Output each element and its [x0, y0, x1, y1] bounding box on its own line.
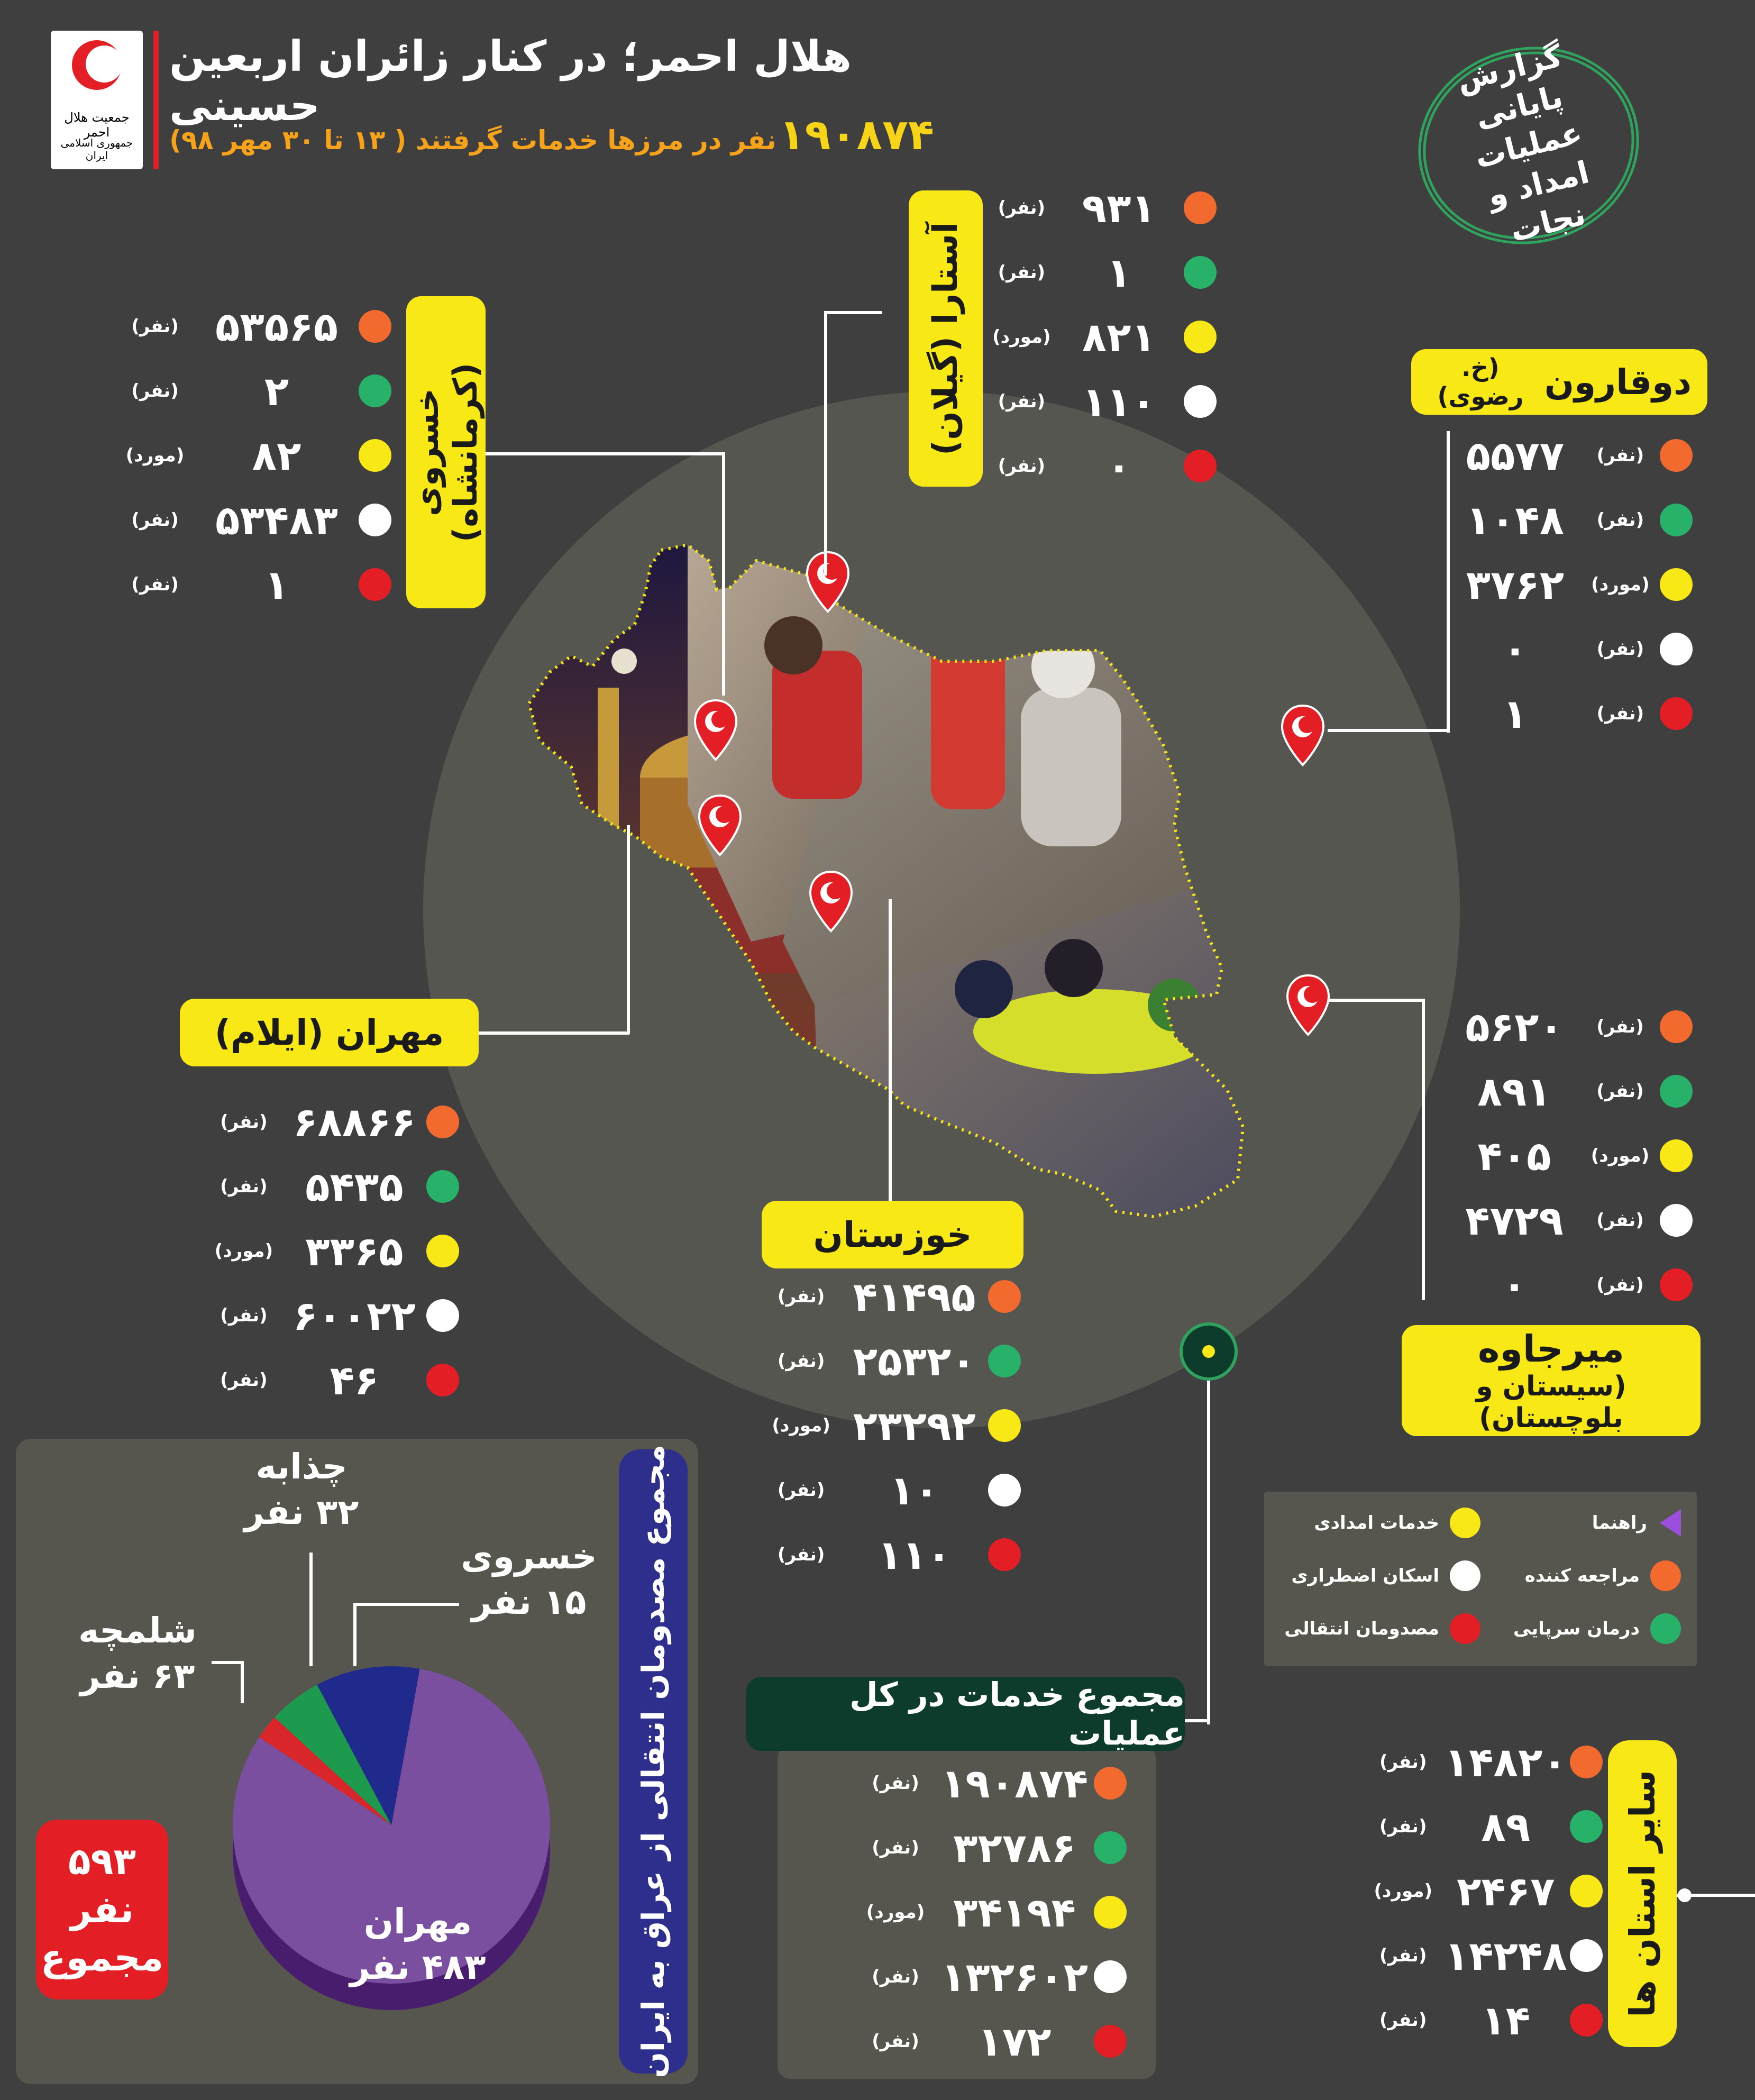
table-others: [1365, 1730, 1603, 2052]
table-astara: [989, 176, 1217, 498]
unit-label: (نفر): [1596, 638, 1644, 660]
mirjaveh-transferred: ۰: [1502, 1261, 1527, 1309]
station-label-dogharoun: [1411, 349, 1707, 415]
unit-label: (نفر): [220, 1111, 268, 1133]
referrals-dot: [1660, 439, 1693, 472]
total-transferred: ۱۷۲: [977, 2017, 1052, 2065]
station-label-others: [1608, 1740, 1677, 2047]
connector-others-dot: [1678, 1888, 1692, 1902]
dogharoun-province: (خ. رضوی): [1437, 353, 1524, 410]
table-mirjaveh: [1444, 994, 1693, 1317]
pie-label-khosravi: [460, 1534, 598, 1625]
connector-totals-v: [1207, 1381, 1210, 1724]
unit-label: (مورد): [1591, 1145, 1650, 1166]
unit-label: (نفر): [1596, 1016, 1644, 1037]
unit-label: (نفر): [998, 197, 1046, 218]
unit-label: (نفر): [1596, 1081, 1644, 1102]
connector-mirjaveh-v: [1422, 999, 1425, 1300]
astara-outpatient: ۱: [1107, 249, 1131, 296]
pie-label-mehran: [339, 1899, 497, 1990]
location-pin-icon-astara: [805, 550, 851, 614]
mehran-slice-value: ۴۸۳ نفر: [350, 1946, 486, 1987]
shelter-dot: [1660, 633, 1693, 665]
khosravi-transferred: ۱: [264, 561, 289, 608]
shelter-dot: [426, 1299, 459, 1332]
legend-title-text: راهنما: [1592, 1512, 1647, 1533]
unit-label: (نفر): [220, 1176, 268, 1197]
unit-label: (نفر): [1379, 2010, 1427, 2031]
mirjaveh-outpatient: ۸۹۱: [1477, 1067, 1551, 1115]
mehran-transferred: ۴۶: [330, 1356, 379, 1404]
khosravi-outpatient: ۲: [264, 367, 289, 415]
mirjaveh-services: ۴۰۵: [1477, 1132, 1551, 1180]
unit-label: (نفر): [131, 380, 179, 401]
chazabeh-value: ۳۲ نفر: [244, 1491, 359, 1532]
legend-transferred-label: مصدومان انتقالی: [1284, 1618, 1439, 1639]
outpatient-dot: [1570, 1810, 1603, 1843]
transferred-dot: [1184, 450, 1217, 482]
connector-khosravi: [722, 452, 725, 696]
pie-total-number: ۵۹۳: [68, 1839, 136, 1883]
table-khosravi: [106, 294, 391, 617]
unit-label: (مورد): [992, 326, 1051, 348]
referrals-dot: [988, 1280, 1021, 1313]
logo-line1: جمعیت هلال احمر: [64, 110, 130, 140]
unit-label: (نفر): [1596, 509, 1644, 531]
unit-label: (مورد): [1374, 1880, 1432, 1902]
pie-total-label: مجموع: [40, 1935, 164, 1979]
astara-transferred: ۰: [1107, 442, 1131, 490]
services-dot: [1660, 1139, 1693, 1172]
dogharoun-services: ۳۷۶۲: [1466, 561, 1565, 608]
unit-label: (نفر): [131, 574, 179, 595]
outpatient-dot: [1660, 1075, 1693, 1108]
transferred-dot: [1094, 2025, 1127, 2058]
station-label-astara: آستارا (گیلان): [909, 190, 983, 487]
unit-label: (مورد): [866, 1902, 925, 1923]
khosravi-slice-value: ۱۵ نفر: [471, 1581, 587, 1622]
services-dot: [426, 1235, 459, 1267]
mehran-slice-name: مهران: [363, 1901, 472, 1942]
khuzestan-transferred: ۱۱۰: [878, 1531, 952, 1578]
shelter-dot: [1184, 385, 1217, 418]
dogharoun-name: دوقارون: [1544, 361, 1692, 403]
referrals-dot: [1660, 1010, 1693, 1043]
astara-services: ۸۲۱: [1082, 313, 1156, 361]
unit-label: (نفر): [1379, 1751, 1427, 1773]
referrals-dot: [1570, 1746, 1603, 1778]
shelter-dot: [1570, 1939, 1603, 1972]
legend-arrow-icon: [1660, 1509, 1681, 1537]
total-referrals: ۱۹۰۸۷۴: [940, 1759, 1089, 1807]
services-dot: [1450, 1508, 1480, 1538]
services-dot: [359, 439, 391, 472]
connector-dogharoun: [1328, 729, 1449, 732]
unit-label: (نفر): [998, 391, 1046, 412]
dogharoun-referrals: ۵۵۷۷: [1466, 432, 1565, 479]
unit-label: (مورد): [214, 1240, 273, 1262]
services-dot: [1184, 321, 1217, 353]
pie-connector-shalamcheh: [241, 1661, 244, 1703]
others-services: ۲۴۶۷: [1456, 1867, 1555, 1915]
mirjaveh-referrals: ۵۶۲۰: [1465, 1003, 1564, 1051]
unit-label: (مورد): [125, 445, 185, 466]
unit-label: (نفر): [1596, 445, 1644, 466]
final-report-badge: [1397, 24, 1660, 268]
location-pin-icon-dogharoun: [1280, 704, 1326, 767]
shelter-dot: [1094, 1960, 1127, 1993]
pie-title: مجموع مصدومان انتقالی از عراق به ایران: [635, 1445, 671, 2078]
shelter-dot: [988, 1474, 1021, 1506]
total-services: ۳۴۱۹۴: [953, 1888, 1076, 1936]
red-crescent-logo: [51, 31, 143, 169]
pie-label-chazabeh: [233, 1444, 370, 1535]
legend-title: [1480, 1504, 1681, 1541]
totals-node-icon: [1180, 1322, 1238, 1381]
khosravi-slice-name: خسروی: [461, 1536, 597, 1577]
unit-label: (نفر): [998, 262, 1046, 283]
transferred-dot: [1660, 697, 1693, 730]
shalamcheh-name: شلمچه: [78, 1610, 197, 1651]
unit-label: (نفر): [131, 316, 179, 337]
khuzestan-referrals: ۴۱۴۹۵: [853, 1273, 976, 1320]
table-dogharoun: [1449, 423, 1693, 746]
totals-box: [778, 1746, 1156, 2079]
transferred-dot: [426, 1364, 459, 1396]
unit-label: (نفر): [777, 1286, 825, 1307]
outpatient-dot: [359, 375, 391, 407]
unit-label: (مورد): [1591, 574, 1650, 595]
referrals-dot: [1650, 1560, 1681, 1591]
table-khuzestan: [762, 1264, 1021, 1587]
unit-label: (نفر): [777, 1350, 825, 1372]
outpatient-dot: [426, 1170, 459, 1203]
location-pin-icon-khosravi: [693, 698, 738, 762]
subtitle-total-number: ۱۹۰۸۷۴: [779, 110, 934, 159]
subtitle-text: نفر در مرزها خدمات گرفتند ( ۱۳ تا ۳۰ مهر ۹۸): [169, 125, 776, 156]
others-name: سایر استان ها: [1622, 1770, 1663, 2017]
astara-referrals: ۹۳۱: [1082, 184, 1156, 232]
table-totals: [804, 1751, 1127, 2074]
legend-services: [1280, 1504, 1480, 1541]
mehran-services: ۳۳۶۵: [305, 1227, 404, 1275]
logo-line2: جمهوری اسلامی ایران: [60, 136, 133, 162]
pie-total-unit: نفر: [70, 1887, 134, 1931]
legend-services-label: خدمات امدادی: [1314, 1512, 1439, 1533]
unit-label: (نفر): [777, 1544, 825, 1565]
khosravi-shelter: ۵۳۴۸۳: [215, 496, 338, 544]
unit-label: (نفر): [1379, 1816, 1427, 1837]
mirjaveh-name: میرجاوه: [1477, 1327, 1625, 1371]
others-shelter: ۱۴۲۴۸: [1444, 1932, 1567, 1979]
station-label-mirjaveh: [1402, 1325, 1701, 1436]
outpatient-dot: [1184, 256, 1217, 289]
unit-label: (نفر): [872, 2031, 919, 2052]
station-label-khuzestan: خوزستان: [762, 1201, 1023, 1268]
shelter-dot: [1450, 1560, 1480, 1591]
services-dot: [1570, 1875, 1603, 1907]
legend-transferred: [1280, 1610, 1480, 1647]
connector-astara: [824, 311, 827, 576]
table-mehran: [205, 1090, 459, 1412]
legend-shelter: [1280, 1557, 1480, 1594]
khuzestan-services: ۲۳۲۹۲: [853, 1402, 976, 1449]
station-label-khosravi: خسروی (کرمانشاه): [406, 296, 486, 608]
connector-mirjaveh: [1329, 999, 1424, 1002]
others-transferred: ۱۴: [1481, 1996, 1531, 2044]
legend-referrals: [1480, 1557, 1681, 1594]
legend: [1264, 1492, 1697, 1666]
pie-connector-chazabeh: [309, 1553, 313, 1666]
totals-title: مجموع خدمات در کل عملیات: [746, 1677, 1185, 1751]
transferred-dot: [1450, 1613, 1480, 1644]
unit-label: (مورد): [772, 1415, 830, 1436]
station-label-mehran: مهران (ایلام): [180, 999, 479, 1066]
location-pin-icon-khuzestan: [808, 870, 854, 933]
unit-label: (نفر): [1379, 1945, 1427, 1966]
khuzestan-shelter: ۱۰: [890, 1466, 939, 1514]
transferred-dot: [359, 568, 391, 601]
unit-label: (نفر): [220, 1369, 268, 1391]
khosravi-services: ۸۲: [252, 432, 301, 479]
referrals-dot: [426, 1106, 459, 1138]
page-title: هلال احمر؛ در کنار زائران اربعین حسینی: [169, 32, 852, 130]
pie-connector-shalamcheh-h: [212, 1661, 243, 1664]
badge-text: گزارش پایانی عملیات امداد و نجات: [1452, 37, 1593, 250]
dogharoun-outpatient: ۱۰۴۸: [1466, 496, 1565, 544]
services-dot: [1660, 568, 1693, 601]
connector-khuzestan: [889, 899, 892, 1201]
unit-label: (نفر): [1596, 703, 1644, 724]
others-referrals: ۱۴۸۲۰: [1444, 1738, 1567, 1786]
outpatient-dot: [1094, 1831, 1127, 1864]
services-dot: [1094, 1896, 1127, 1929]
unit-label: (نفر): [220, 1305, 268, 1326]
pie-connector-khosravi: [353, 1603, 357, 1666]
legend-referrals-label: مراجعه کننده: [1524, 1565, 1640, 1586]
pie-total-badge: [36, 1820, 168, 1999]
khuzestan-outpatient: ۲۵۳۲۰: [853, 1337, 976, 1385]
legend-outpatient: [1480, 1610, 1681, 1647]
pie-label-shalamcheh: [63, 1608, 212, 1699]
shelter-dot: [359, 504, 391, 536]
unit-label: (نفر): [1596, 1274, 1644, 1295]
referrals-dot: [1094, 1767, 1127, 1800]
shelter-dot: [1660, 1204, 1693, 1237]
legend-shelter-label: اسکان اضطراری: [1291, 1565, 1439, 1586]
transferred-dot: [1570, 2004, 1603, 2037]
others-outpatient: ۸۹: [1481, 1803, 1531, 1850]
outpatient-dot: [1660, 504, 1693, 536]
total-outpatient: ۳۲۷۸۶: [953, 1824, 1076, 1871]
location-pin-icon-mehran: [697, 793, 743, 857]
unit-label: (نفر): [872, 1966, 919, 1987]
pie-title-bar: [619, 1445, 688, 2078]
unit-label: (نفر): [1596, 1210, 1644, 1231]
iran-map: [413, 529, 1402, 1291]
referrals-dot: [359, 310, 391, 343]
dogharoun-shelter: ۰: [1503, 625, 1528, 673]
transferred-dot: [1660, 1268, 1693, 1301]
unit-label: (نفر): [872, 1773, 919, 1794]
crescent-icon: [72, 40, 122, 90]
connector-khosravi-h: [479, 452, 725, 455]
unit-label: (نفر): [998, 455, 1046, 477]
transferred-dot: [988, 1538, 1021, 1571]
unit-label: (نفر): [131, 509, 179, 531]
outpatient-dot: [1650, 1613, 1681, 1644]
mehran-referrals: ۶۸۸۶۶: [292, 1098, 416, 1146]
outpatient-dot: [988, 1345, 1021, 1377]
unit-label: (نفر): [777, 1480, 825, 1501]
khosravi-referrals: ۵۳۵۶۵: [215, 303, 338, 350]
mehran-shelter: ۶۰۰۲۲: [292, 1292, 416, 1339]
connector-mehran-v: [627, 825, 630, 1034]
mirjaveh-province: (سیستان و بلوچستان): [1476, 1371, 1626, 1434]
astara-shelter: ۱۱۰: [1082, 378, 1156, 425]
total-shelter: ۱۳۲۶۰۲: [940, 1953, 1089, 2001]
header-divider: [153, 31, 159, 169]
referrals-dot: [1184, 191, 1217, 224]
pie-connector-khosravi-h: [353, 1603, 459, 1606]
mehran-outpatient: ۵۴۳۵: [305, 1163, 404, 1210]
connector-mehran-h: [476, 1031, 629, 1035]
legend-outpatient-label: درمان سرپایی: [1513, 1618, 1640, 1639]
connector-totals-h: [1185, 1719, 1210, 1722]
unit-label: (نفر): [872, 1837, 919, 1858]
page-subtitle: [169, 110, 942, 158]
mirjaveh-shelter: ۴۷۲۹: [1465, 1197, 1564, 1244]
services-dot: [988, 1409, 1021, 1442]
shalamcheh-value: ۶۳ نفر: [80, 1655, 195, 1696]
location-pin-icon-mirjaveh: [1285, 973, 1331, 1037]
dogharoun-transferred: ۱: [1503, 690, 1528, 737]
chazabeh-name: چذابه: [255, 1446, 348, 1487]
connector-astara-h: [824, 311, 882, 314]
